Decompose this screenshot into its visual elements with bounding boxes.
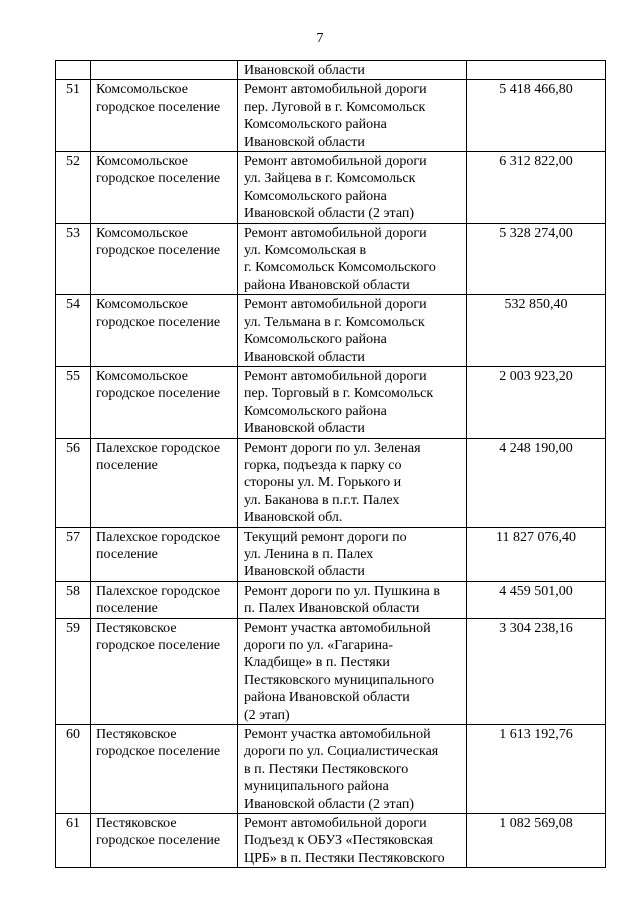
- row-number: 56: [56, 438, 91, 527]
- row-number: 58: [56, 581, 91, 618]
- description-cell: Ремонт автомобильной дороги пер. Луговой в г. Комсомольск Комсомольского района Ивановской области: [238, 80, 467, 152]
- recipient-cell: Пестяковское городское поселение: [91, 725, 238, 814]
- description-cell: Ремонт участка автомобильной дороги по ул. Социалистическая в п. Пестяки Пестяковского муниципального района Ивановской области (2 этап): [238, 725, 467, 814]
- amount-cell: 4 459 501,00: [467, 581, 606, 618]
- row-number: 54: [56, 295, 91, 367]
- description-cell: Ремонт участка автомобильной дороги по ул. «Гагарина- Кладбище» в п. Пестяки Пестяковского муниципального района Ивановской области (2 этап): [238, 618, 467, 724]
- row-number: 51: [56, 80, 91, 152]
- table-row: [56, 366, 606, 438]
- amount-cell: [467, 61, 606, 80]
- amount-cell: 3 304 238,16: [467, 618, 606, 724]
- amount-cell: 4 248 190,00: [467, 438, 606, 527]
- recipient-cell: Комсомольское городское поселение: [91, 152, 238, 224]
- recipient-cell: Комсомольское городское поселение: [91, 223, 238, 295]
- row-number: 61: [56, 814, 91, 868]
- amount-cell: 1 613 192,76: [467, 725, 606, 814]
- row-number: 53: [56, 223, 91, 295]
- table-row: [56, 438, 606, 527]
- funding-table: [55, 60, 606, 868]
- description-cell: Ремонт автомобильной дороги пер. Торговый в г. Комсомольск Комсомольского района Ивановской области: [238, 366, 467, 438]
- row-number: 57: [56, 527, 91, 581]
- recipient-cell: Палехское городское поселение: [91, 527, 238, 581]
- amount-cell: 532 850,40: [467, 295, 606, 367]
- row-number: 55: [56, 366, 91, 438]
- amount-cell: 1 082 569,08: [467, 814, 606, 868]
- row-number: 59: [56, 618, 91, 724]
- description-cell: Ремонт автомобильной дороги ул. Зайцева в г. Комсомольск Комсомольского района Ивановской области (2 этап): [238, 152, 467, 224]
- description-cell: Ремонт автомобильной дороги Подъезд к ОБУЗ «Пестяковская ЦРБ» в п. Пестяки Пестяковского: [238, 814, 467, 868]
- table-row: [56, 814, 606, 868]
- recipient-cell: Палехское городское поселение: [91, 581, 238, 618]
- continuation-row: [56, 61, 606, 80]
- recipient-cell: Комсомольское городское поселение: [91, 80, 238, 152]
- recipient-cell: Комсомольское городское поселение: [91, 366, 238, 438]
- recipient-cell: Пестяковское городское поселение: [91, 618, 238, 724]
- table-row: [56, 581, 606, 618]
- amount-cell: 5 328 274,00: [467, 223, 606, 295]
- row-number: 52: [56, 152, 91, 224]
- amount-cell: 2 003 923,20: [467, 366, 606, 438]
- table-row: [56, 223, 606, 295]
- description-cell: Ремонт автомобильной дороги ул. Комсомольская в г. Комсомольск Комсомольского района Ивановской области: [238, 223, 467, 295]
- description-cell: Ремонт дороги по ул. Зеленая горка, подъезда к парку со стороны ул. М. Горького и ул. Баканова в п.г.т. Палех Ивановской обл.: [238, 438, 467, 527]
- table-row: [56, 527, 606, 581]
- table-row: [56, 80, 606, 152]
- page-number: 7: [316, 31, 324, 46]
- recipient-cell: [91, 61, 238, 80]
- recipient-cell: Комсомольское городское поселение: [91, 295, 238, 367]
- table-row: [56, 295, 606, 367]
- table-row: [56, 725, 606, 814]
- description-cell: Ивановской области: [238, 61, 467, 80]
- description-cell: Ремонт дороги по ул. Пушкина в п. Палех Ивановской области: [238, 581, 467, 618]
- recipient-cell: Палехское городское поселение: [91, 438, 238, 527]
- row-number: 60: [56, 725, 91, 814]
- description-cell: Текущий ремонт дороги по ул. Ленина в п. Палех Ивановской области: [238, 527, 467, 581]
- amount-cell: 6 312 822,00: [467, 152, 606, 224]
- table-row: [56, 618, 606, 724]
- row-number: [56, 61, 91, 80]
- recipient-cell: Пестяковское городское поселение: [91, 814, 238, 868]
- description-cell: Ремонт автомобильной дороги ул. Тельмана в г. Комсомольск Комсомольского района Ивановской области: [238, 295, 467, 367]
- table-row: [56, 152, 606, 224]
- amount-cell: 5 418 466,80: [467, 80, 606, 152]
- amount-cell: 11 827 076,40: [467, 527, 606, 581]
